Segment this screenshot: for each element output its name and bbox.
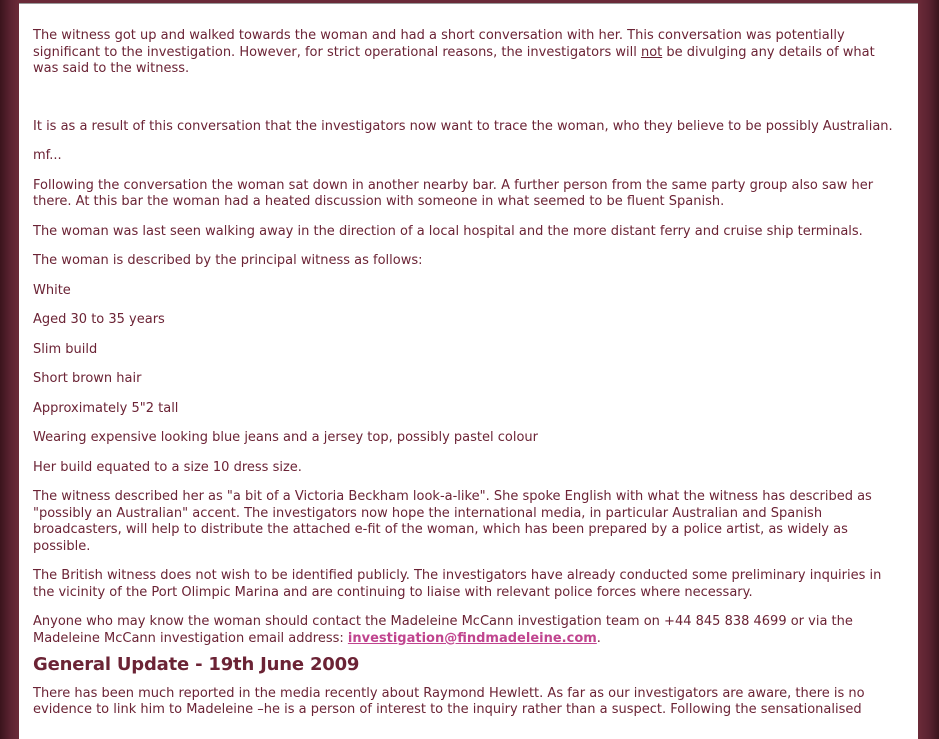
paragraph-text: be divulging any details of what was said to the witness. [33,44,875,76]
paragraph-description-intro: The woman is described by the principal witness as follows: [33,253,423,268]
paragraph-text: The witness got up and walked towards the woman and had a short conversation with her. This conversation was potentially significant to the investigation. However, for strict operational reasons, the investigators will [33,28,845,60]
description-item: Approximately 5"2 tall [33,400,179,416]
investigation-email-link[interactable]: investigation@findmadeleine.com [347,630,597,646]
section-heading-general-update: General Update - 19th June 2009 [33,654,360,675]
paragraph-raymond-hewlett: There has been much reported in the media recently about Raymond Hewlett. As far as our investigators are aware, there is no evidence to link him to Madeleine –he is a person of interest to the inquiry rather than a suspect. Following the sensationalised [33,685,865,717]
paragraph-trace-woman: It is as a result of this conversation that the investigators now want to trace the woman, who they believe to be possibly Australian. [33,118,893,134]
description-item: Short brown hair [33,371,142,386]
article-content [33,28,899,719]
paragraph-text: . [596,630,601,646]
description-item: Wearing expensive looking blue jeans and a jersey top, possibly pastel colour [33,430,538,445]
description-item: Her build equated to a size 10 dress size. [33,459,302,475]
paragraph-text: Anyone who may know the woman should contact the Madeleine McCann investigation team on +44 845 838 4699 or via the Madeleine McCann investigation email address: [33,614,853,646]
underlined-word: not [640,44,663,60]
paragraph-last-seen: The woman was last seen walking away in the direction of a local hospital and the more distant ferry and cruise ship terminals. [33,223,863,239]
paragraph-mf: mf... [33,148,62,163]
description-item: Aged 30 to 35 years [33,312,165,327]
description-item: White [33,282,71,298]
paragraph-victoria-beckham: The witness described her as "a bit of a Victoria Beckham look-a-like". She spoke English with what the witness has described as "possibly an Australian" accent. The investigators now hope the international media, in particular Australian and Spanish broadcasters, will help to distribute the attached e-fit of the woman, which has been prepared by a police artist, as widely as possible. [33,489,872,554]
paragraph-nearby-bar: Following the conversation the woman sat down in another nearby bar. A further person from the same party group also saw her there. At this bar the woman had a heated discussion with someone in what seemed to be fluent Spanish. [33,177,874,209]
paragraph-witness-conversation [33,28,899,78]
paragraph-british-witness: The British witness does not wish to be identified publicly. The investigators have already conducted some preliminary inquiries in the vicinity of the Port Olimpic Marina and are continuing to liaise with relevant police forces where necessary. [33,568,882,600]
article-page [19,3,918,739]
description-item: Slim build [33,341,98,357]
paragraph-contact [33,614,899,647]
